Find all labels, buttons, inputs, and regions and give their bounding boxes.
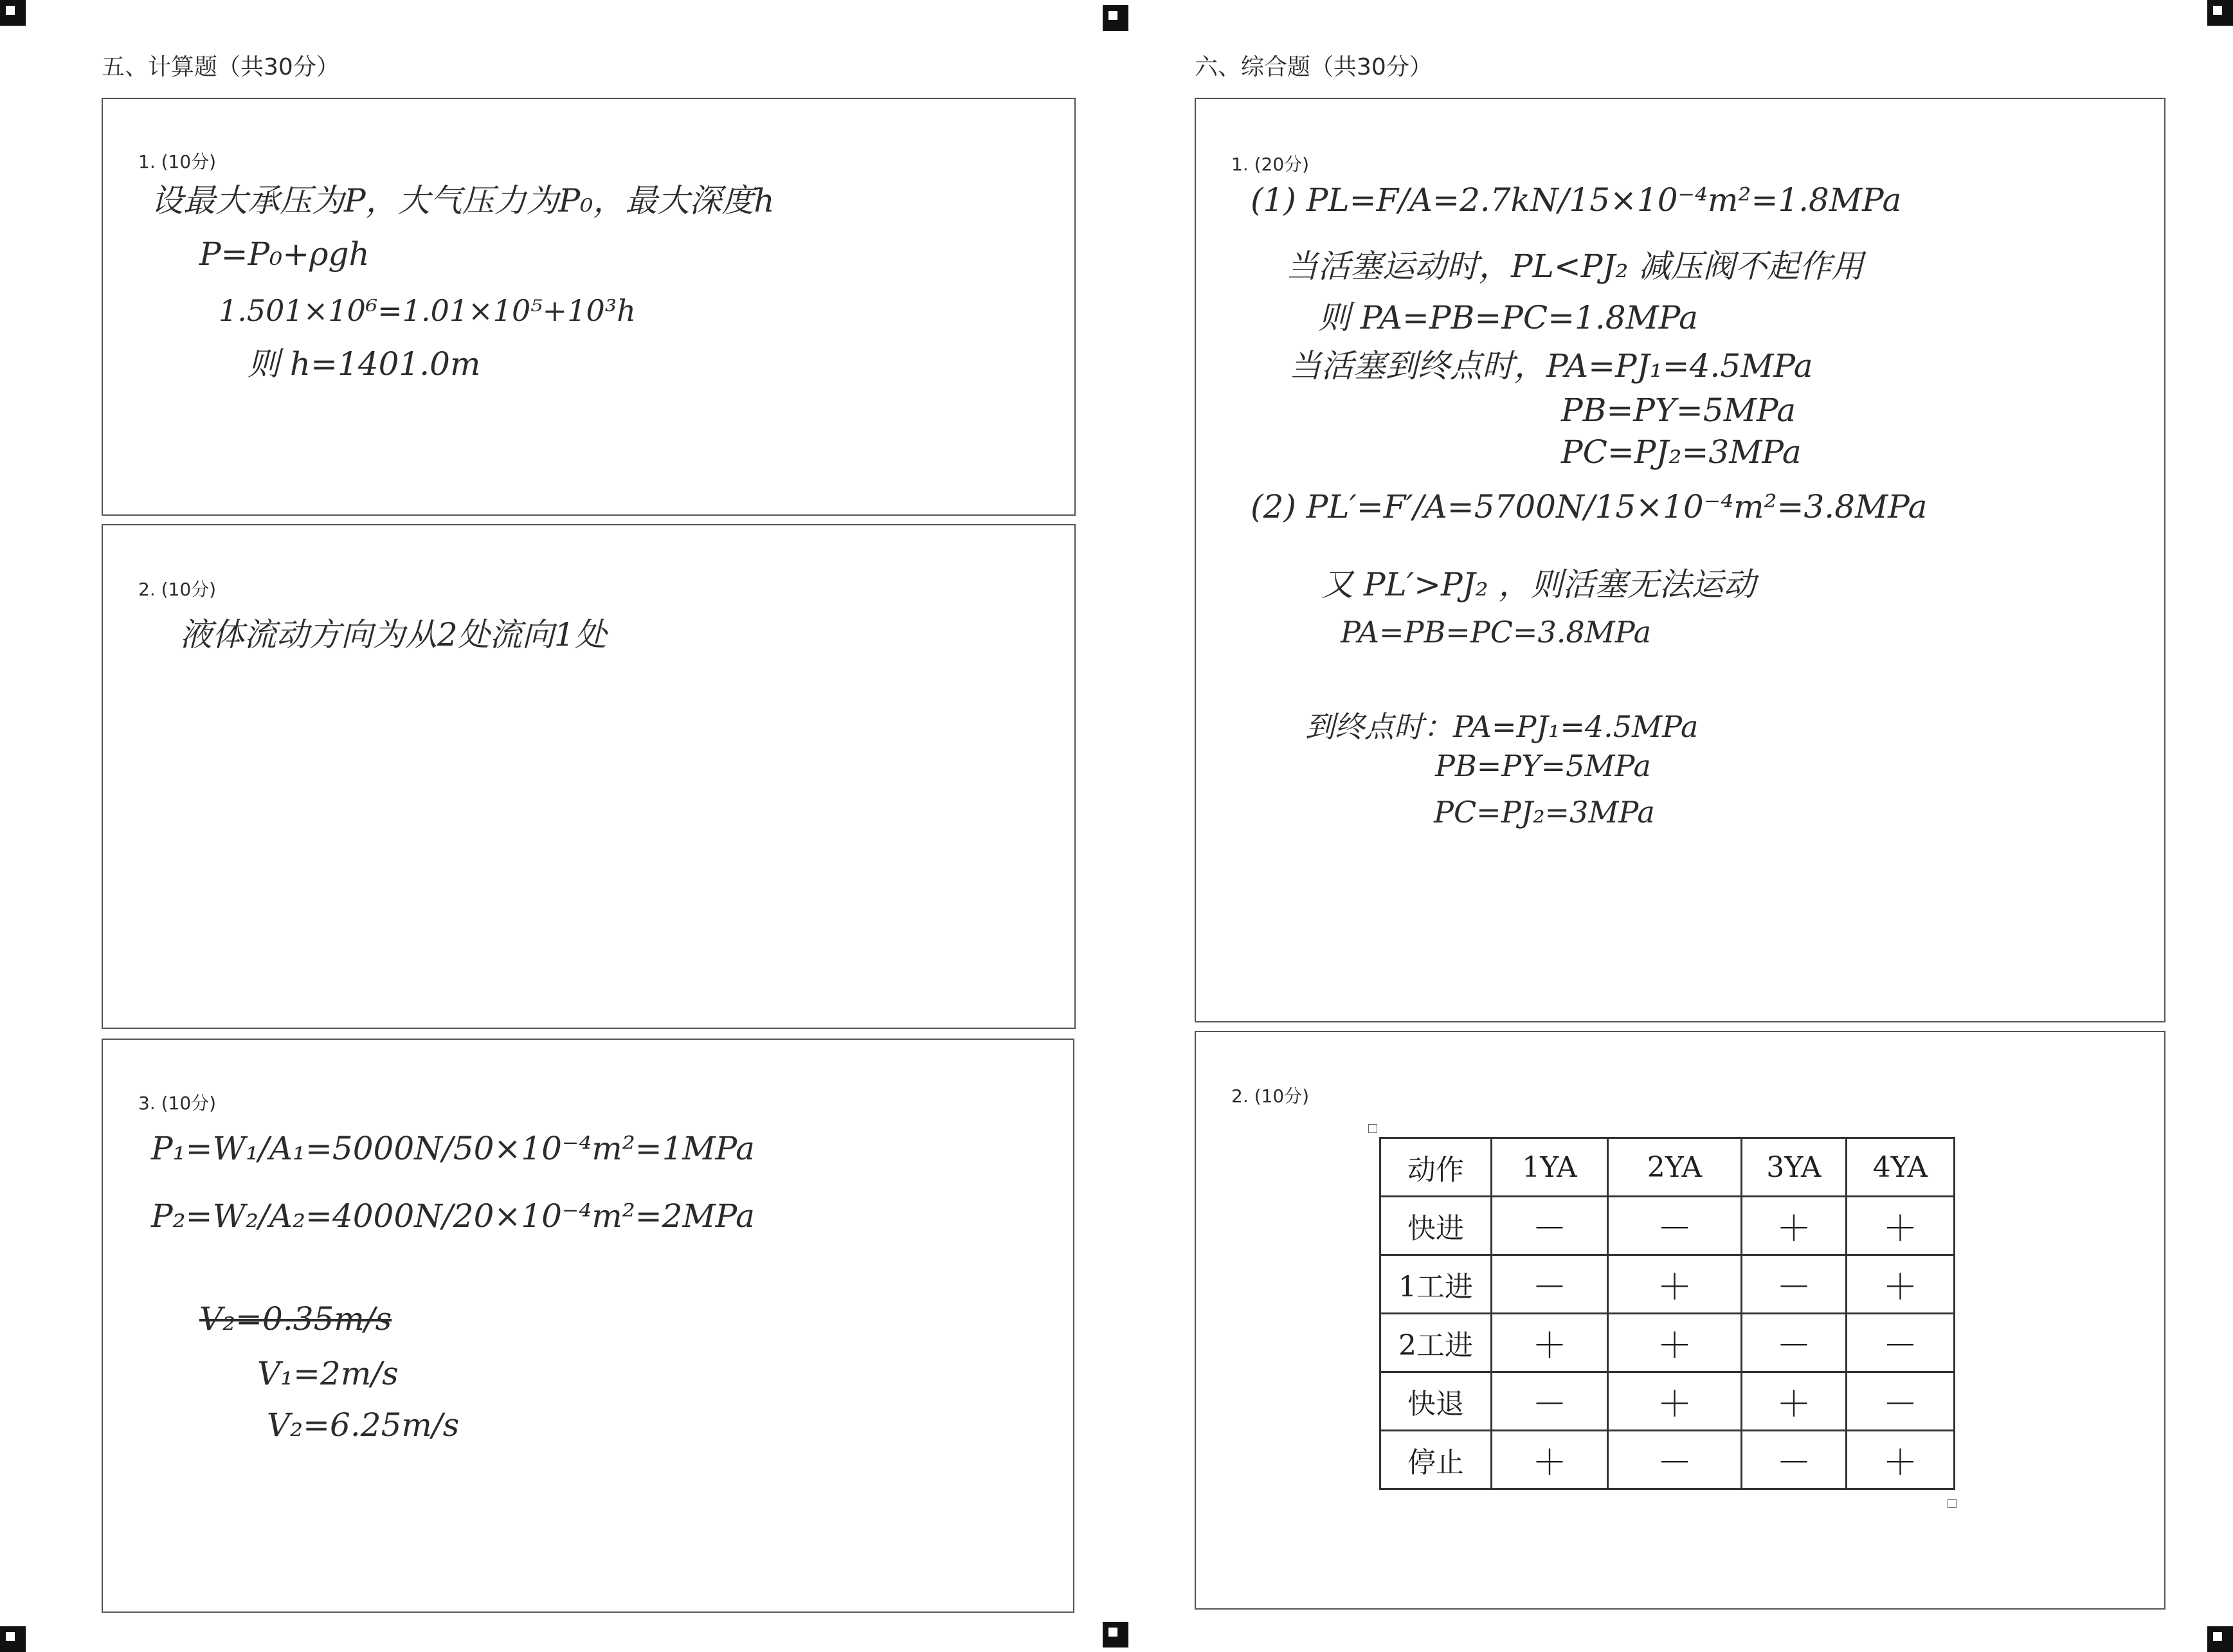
handwritten-line: 1.501×10⁶=1.01×10⁵+10³h (219, 293, 636, 328)
solenoid-action-table (1379, 1137, 1955, 1490)
table-header-cell: 3YA (1742, 1138, 1847, 1197)
handwritten-line-crossed: V₂=0.35m/s (199, 1300, 392, 1338)
table-cell: ＋ (1847, 1255, 1955, 1314)
table-cell: ＋ (1492, 1314, 1608, 1372)
table-cell-action: 停止 (1380, 1431, 1492, 1489)
handwritten-line: V₁=2m/s (257, 1355, 399, 1392)
handwritten-line: PA=PB=PC=3.8MPa (1341, 615, 1652, 649)
table-cell: － (1847, 1314, 1955, 1372)
handwritten-line: (1) PL=F/A=2.7kN/15×10⁻⁴m²=1.8MPa (1251, 181, 1902, 219)
table-cell: － (1492, 1372, 1608, 1431)
handwritten-line: 当活塞到终点时，PA=PJ₁=4.5MPa (1289, 347, 1813, 385)
table-resize-handle (1368, 1124, 1377, 1133)
handwritten-line: 到终点时：PA=PJ₁=4.5MPa (1305, 709, 1699, 744)
table-header-cell: 4YA (1847, 1138, 1955, 1197)
handwritten-line: P=P₀+ρgh (199, 235, 370, 273)
section-title-calculation: 五、计算题（共30分） (102, 54, 339, 80)
table-header-row (1380, 1138, 1955, 1197)
question-label: 2. (10分) (138, 579, 217, 600)
table-header-cell: 动作 (1380, 1138, 1492, 1197)
handwritten-line: V₂=6.25m/s (267, 1406, 460, 1444)
table-cell-action: 1工进 (1380, 1255, 1492, 1314)
handwritten-line: PC=PJ₂=3MPa (1561, 433, 1802, 471)
table-header-cell: 1YA (1492, 1138, 1608, 1197)
registration-mark (0, 0, 26, 26)
handwritten-line: 则 PA=PB=PC=1.8MPa (1318, 299, 1698, 336)
handwritten-line: P₁=W₁/A₁=5000N/50×10⁻⁴m²=1MPa (151, 1130, 755, 1167)
table-cell: ＋ (1608, 1255, 1742, 1314)
table-cell: － (1742, 1431, 1847, 1489)
table-cell: － (1742, 1255, 1847, 1314)
table-cell: － (1492, 1197, 1608, 1255)
table-row (1380, 1197, 1955, 1255)
answer-box-q3 (102, 1039, 1074, 1613)
table-cell: ＋ (1492, 1431, 1608, 1489)
section-title-comprehensive: 六、综合题（共30分） (1195, 54, 1433, 80)
table-cell: ＋ (1742, 1197, 1847, 1255)
handwritten-line: 又 PL′>PJ₂ ，则活塞无法运动 (1321, 566, 1756, 603)
handwritten-line: (2) PL′=F′/A=5700N/15×10⁻⁴m²=3.8MPa (1251, 488, 1928, 525)
table-row (1380, 1314, 1955, 1372)
question-label: 2. (10分) (1231, 1085, 1310, 1107)
table-cell: － (1608, 1431, 1742, 1489)
registration-mark (1103, 5, 1128, 31)
registration-mark (2207, 0, 2233, 26)
table-cell-action: 2工进 (1380, 1314, 1492, 1372)
table-cell: － (1608, 1197, 1742, 1255)
handwritten-line: PB=PY=5MPa (1435, 749, 1651, 783)
table-cell: ＋ (1847, 1431, 1955, 1489)
question-label: 1. (10分) (138, 151, 217, 172)
table-header-cell: 2YA (1608, 1138, 1742, 1197)
table-cell: － (1742, 1314, 1847, 1372)
handwritten-line: P₂=W₂/A₂=4000N/20×10⁻⁴m²=2MPa (151, 1197, 755, 1235)
table-row (1380, 1372, 1955, 1431)
handwritten-line: PC=PJ₂=3MPa (1434, 795, 1655, 830)
handwritten-line: 则 h=1401.0m (248, 345, 481, 383)
table-cell: － (1492, 1255, 1608, 1314)
table-row (1380, 1255, 1955, 1314)
table-cell: － (1847, 1372, 1955, 1431)
answer-box-q1 (1195, 98, 2165, 1022)
table-cell: ＋ (1608, 1314, 1742, 1372)
table-cell: ＋ (1847, 1197, 1955, 1255)
handwritten-line: 液体流动方向为从2处流向1处 (180, 616, 607, 653)
table-cell-action: 快退 (1380, 1372, 1492, 1431)
table-resize-handle (1948, 1499, 1957, 1508)
table-cell: ＋ (1608, 1372, 1742, 1431)
answer-box-q2 (102, 524, 1076, 1029)
registration-mark (1103, 1622, 1128, 1647)
question-label: 3. (10分) (138, 1093, 217, 1114)
table-cell: ＋ (1742, 1372, 1847, 1431)
answer-box-q1 (102, 98, 1076, 516)
question-label: 1. (20分) (1231, 154, 1310, 175)
registration-mark (2207, 1626, 2233, 1652)
table-cell-action: 快进 (1380, 1197, 1492, 1255)
handwritten-line: 当活塞运动时，PL<PJ₂ 减压阀不起作用 (1286, 248, 1864, 285)
table-row (1380, 1431, 1955, 1489)
handwritten-line: 设最大承压为P，大气压力为P₀，最大深度h (151, 182, 775, 219)
registration-mark (0, 1626, 26, 1652)
handwritten-line: PB=PY=5MPa (1561, 392, 1796, 429)
